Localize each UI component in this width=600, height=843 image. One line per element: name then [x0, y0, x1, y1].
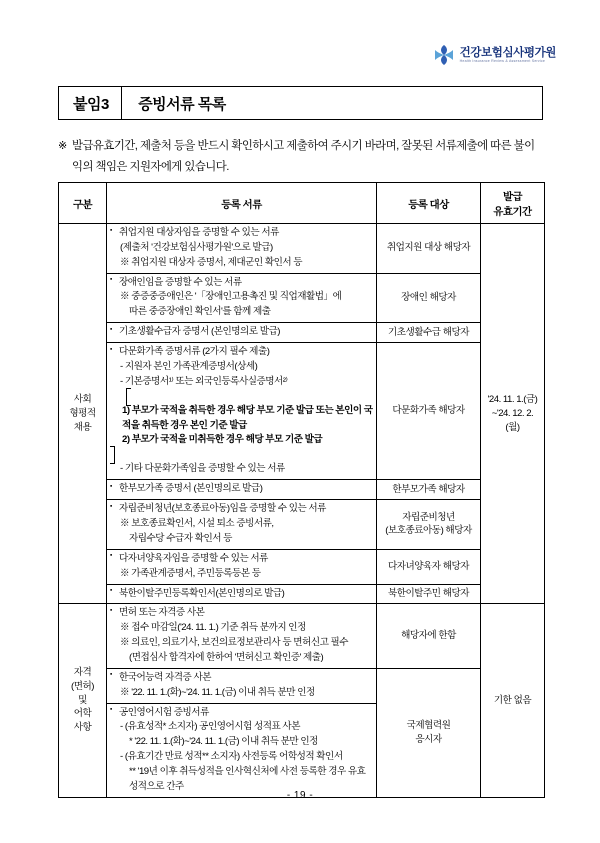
doc-line: ▪ 자립준비청년(보호종료아동)임을 증명할 수 있는 서류 [110, 502, 373, 517]
target-cell: 장애인 해당자 [377, 273, 481, 323]
target-cell [377, 668, 481, 797]
docs-cell [107, 500, 377, 550]
doc-line: * '22. 11. 1.(화)~'24. 11. 1.(금) 이내 취득 분만 인정 [129, 736, 318, 748]
doc-line: 자립수당 수급자 확인서 등 [129, 532, 232, 544]
doc-line: ▪ 장애인임을 증명할 수 있는 서류 [110, 276, 373, 291]
group2-label-line1: 자격 [73, 666, 92, 678]
page-title: 증빙서류 목록 [138, 95, 226, 113]
valid-line3: (월) [505, 421, 520, 433]
table-row [59, 273, 545, 323]
table-row [59, 584, 545, 604]
attachment-title-box [58, 86, 543, 120]
header-docs: 등록 서류 [107, 183, 377, 224]
table-row [59, 480, 545, 500]
group1-label-line3: 채용 [73, 421, 92, 433]
doc-line: ※ 접수 마감일('24. 11. 1.) 기준 취득 분까지 인정 [120, 622, 306, 634]
header-valid-line2: 유효기간 [493, 207, 532, 218]
group1-label-line1: 사회 [73, 393, 92, 405]
target-line2: (보호종료아동) 해당자 [385, 525, 472, 537]
target-cell: 기초생활수급 해당자 [377, 323, 481, 343]
doc-line: ▪ 한국어능력 자격증 사본 [110, 671, 373, 686]
table-row [59, 500, 545, 550]
group2-label-line5: 사항 [73, 722, 92, 734]
table-row [59, 224, 545, 274]
table-row [59, 323, 545, 343]
doc-line: ▪ 한부모가족 증명서 (본인명의로 발급) [110, 482, 373, 497]
organization-logo [434, 44, 556, 66]
attachment-tag: 붙임3 [73, 95, 109, 113]
page-number: - 19 - [286, 790, 314, 801]
doc-line: ※ '22. 11. 1.(화)~'24. 11. 1.(금) 이내 취득 분만 인정 [120, 686, 315, 698]
header-target: 등록 대상 [377, 183, 481, 224]
doc-line: ※ 가족관계증명서, 주민등록등본 등 [120, 567, 261, 579]
docs-cell [107, 584, 377, 604]
logo-text-block [460, 47, 556, 64]
target-cell: 다자녀양육자 해당자 [377, 549, 481, 584]
target-cell: 한부모가족 해당자 [377, 480, 481, 500]
group1-label-line2: 형평적 [69, 407, 96, 419]
doc-line: - (유효기간 만료 성적** 소지자) 사전등록 어학성적 확인서 [120, 751, 343, 763]
target-cell [377, 500, 481, 550]
header-gubun: 구분 [59, 183, 107, 224]
doc-line: - 기타 다문화가족임을 증명할 수 있는 서류 [120, 463, 285, 475]
target-line1: 국제협력원 [406, 719, 451, 731]
doc-line: ▪ 다자녀양육자임을 증명할 수 있는 서류 [110, 552, 373, 567]
doc-line: - 기본증명서¹⁾ 또는 외국인등록사실증명서²⁾ [120, 375, 288, 387]
hira-logo-icon [434, 44, 454, 66]
target-cell: 취업지원 대상 해당자 [377, 224, 481, 274]
docs-cell [107, 549, 377, 584]
doc-line: ▪ 북한이탈주민등록확인서(본인명의로 발급) [110, 587, 373, 602]
inner-doc-line-2: 2) 부모가 국적을 미취득한 경우 해당 부모 기준 발급 [122, 434, 323, 446]
doc-line: ※ 중증중증애인은 '「장애인고용촉진 및 직업재활법」에 [120, 291, 342, 303]
doc-line: ▪ 다문화가족 증명서류 (2가지 필수 제출) [110, 345, 373, 360]
valid-line2: ~'24. 12. 2. [491, 407, 534, 419]
logo-sub-text: Health Insurance Review & Assessment Service [459, 58, 546, 63]
intro-note [58, 136, 544, 178]
inner-doc-line-1: 1) 부모가 국적을 취득한 경우 해당 부모 기준 발급 또는 본인이 국적을 취득한 경우 본인 기준 발급 [122, 405, 373, 431]
table-row [59, 668, 545, 703]
valid-line1: '24. 11. 1.(금) [487, 393, 538, 405]
note-text: 발급유효기간, 제출처 등을 반드시 확인하시고 제출하여 주시기 바라며, 잘못된 서류제출에 따른 불이익의 책임은 지원자에게 있습니다. [72, 140, 535, 174]
docs-cell [107, 604, 377, 668]
target-line1: 자립준비청년 [402, 511, 455, 523]
target-cell: 북한이탈주민 해당자 [377, 584, 481, 604]
group2-label-line2: (면허) [71, 680, 94, 692]
doc-line: ▪ 면허 또는 자격증 사본 [110, 606, 373, 621]
documents-table [58, 182, 545, 798]
docs-cell [107, 323, 377, 343]
doc-line: - (유효성적* 소지자) 공인영어시험 성적표 사본 [120, 721, 300, 733]
note-bullet-icon: ※ [58, 140, 67, 152]
doc-line: (제출처 '건강보험심사평가원'으로 발급) [120, 241, 273, 253]
valid-period-qualification: 기한 없음 [481, 604, 545, 797]
doc-line: ▪ 공인영어시험 증빙서류 [110, 706, 373, 721]
doc-line: 따른 중증장애인 확인서'를 함께 제출 [129, 306, 271, 318]
table-header-row [59, 183, 545, 224]
group2-label-line4: 어학 [73, 708, 92, 720]
doc-line: ▪ 기초생활수급자 증명서 (본인명의로 발급) [110, 325, 373, 340]
doc-inner-box [110, 388, 373, 464]
target-cell: 해당자에 한함 [377, 604, 481, 668]
target-line2: 응시자 [415, 733, 442, 745]
docs-cell [107, 480, 377, 500]
group-label-qualification [59, 604, 107, 797]
header-valid-line1: 발급 [502, 192, 523, 203]
doc-line: ** '19년 이후 취득성적을 인사혁신처에 사전 등록한 경우 유효성적으로 간주 [129, 765, 366, 792]
docs-cell [107, 703, 377, 797]
logo-main-text: 건강보험심사평가원 [459, 46, 556, 59]
docs-cell [107, 273, 377, 323]
doc-line: (면접심사 합격자에 한하여 '면허신고 확인증' 제출) [129, 651, 324, 663]
header-valid [481, 183, 545, 224]
doc-line: ※ 보호종료확인서, 시설 퇴소 증빙서류, [120, 518, 274, 530]
table-row [59, 549, 545, 584]
doc-line: ※ 취업지원 대상자 증명서, 제대군인 확인서 등 [120, 256, 303, 268]
docs-cell [107, 224, 377, 274]
doc-line: - 지원자 본인 가족관계증명서(상세) [120, 360, 258, 372]
doc-line: ▪ 취업지원 대상자임을 증명할 수 있는 서류 [110, 226, 373, 241]
group-label-social [59, 224, 107, 604]
group2-label-line3: 및 [78, 694, 87, 706]
doc-line: ※ 의료인, 의료기사, 보건의료정보관리사 등 면허신고 필수 [120, 637, 349, 649]
table-row [59, 343, 545, 480]
docs-cell [107, 668, 377, 703]
valid-period-social [481, 224, 545, 604]
docs-cell [107, 343, 377, 480]
target-cell: 다문화가족 해당자 [377, 343, 481, 480]
table-row [59, 604, 545, 668]
